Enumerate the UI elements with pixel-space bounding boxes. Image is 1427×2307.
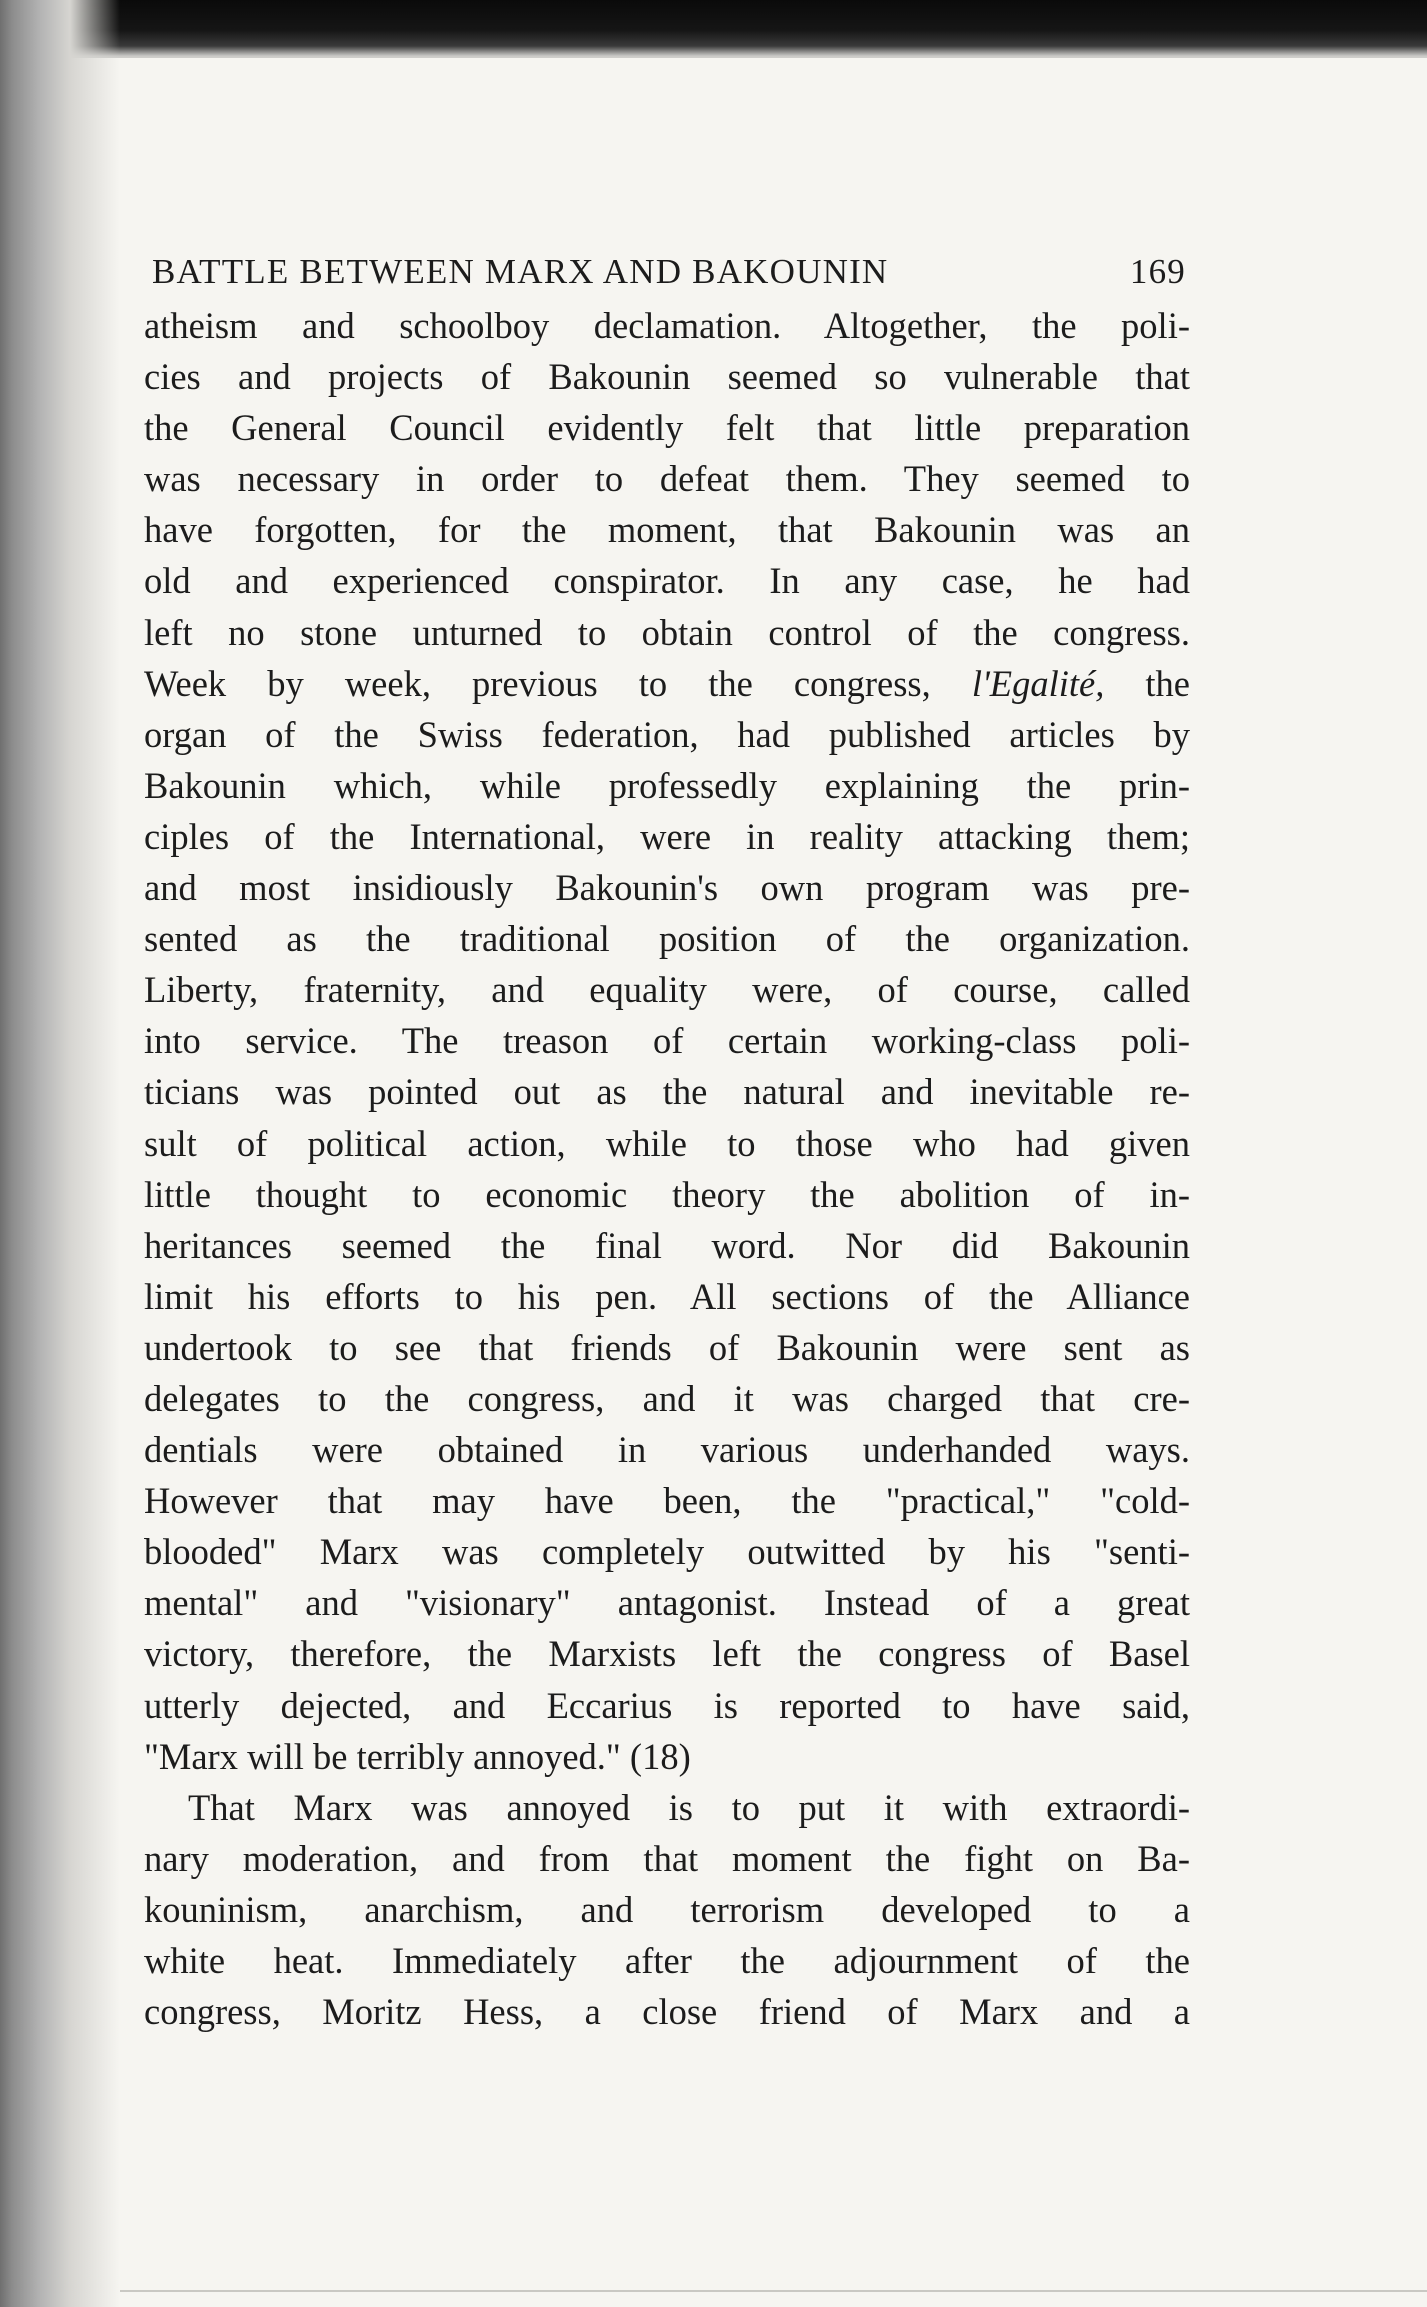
text-line: Liberty, fraternity, and equality were, of course, called	[144, 969, 1190, 1011]
text-line: atheism and schoolboy declamation. Altogether, the poli-	[144, 305, 1190, 346]
text-line: organ of the Swiss federation, had published articles by	[144, 713, 1190, 755]
text-line: left no stone unturned to obtain control of the congress.	[144, 611, 1190, 653]
text-line: limit his efforts to his pen. All sections of the Alliance	[144, 1275, 1190, 1317]
text-line: have forgotten, for the moment, that Bakounin was an	[144, 509, 1190, 551]
text-line: dentials were obtained in various underhanded ways.	[144, 1429, 1190, 1471]
text-line: old and experienced conspirator. In any case, he had	[144, 560, 1190, 602]
running-head	[144, 246, 1190, 298]
text-line: "Marx will be terribly annoyed." (18)	[144, 1735, 691, 1777]
text-line: was necessary in order to defeat them. They seemed to	[144, 458, 1190, 500]
text-line: However that may have been, the "practical," "cold-	[144, 1480, 1190, 1522]
text-line: blooded" Marx was completely outwitted by his "senti-	[144, 1531, 1190, 1573]
text-line: cies and projects of Bakounin seemed so vulnerable that	[144, 356, 1190, 398]
text-line: kouninism, anarchism, and terrorism developed to a	[144, 1888, 1190, 1930]
italic-title-egalite: l'Egalité,	[971, 662, 1105, 704]
running-head-title: BATTLE BETWEEN MARX AND BAKOUNIN	[152, 252, 889, 291]
text-line: little thought to economic theory the abolition of in-	[144, 1173, 1190, 1215]
text-line: victory, therefore, the Marxists left the congress of Basel	[144, 1633, 1190, 1675]
page-bottom-edge	[120, 2290, 1427, 2292]
text-line: ciples of the International, were in reality attacking them;	[144, 815, 1190, 857]
page-text-block	[144, 246, 1190, 2037]
paragraph-2	[144, 1782, 1190, 2037]
text-line: and most insidiously Bakounin's own program was pre-	[144, 867, 1190, 909]
text-line: white heat. Immediately after the adjournment of the	[144, 1940, 1190, 1981]
text-line: ticians was pointed out as the natural and inevitable re-	[144, 1071, 1190, 1113]
text-line: undertook to see that friends of Bakounin were sent as	[144, 1326, 1190, 1368]
text-line: sented as the traditional position of the organization.	[144, 918, 1190, 960]
text-line	[144, 658, 1190, 709]
text-line: into service. The treason of certain working-class poli-	[144, 1020, 1190, 1062]
text-line: the General Council evidently felt that little preparation	[144, 407, 1190, 449]
text-line: congress, Moritz Hess, a close friend of Marx and a	[144, 1991, 1190, 2033]
text-line: utterly dejected, and Eccarius is reported to have said,	[144, 1684, 1190, 1726]
paragraph-1	[144, 300, 1190, 1782]
scan-top-edge	[0, 0, 1427, 58]
page-number: 169	[1129, 252, 1186, 291]
text-line: delegates to the congress, and it was charged that cre-	[144, 1377, 1190, 1419]
text-line: mental" and "visionary" antagonist. Instead of a great	[144, 1582, 1190, 1624]
scan-gutter-shadow	[0, 0, 120, 2307]
text-line: Bakounin which, while professedly explaining the prin-	[144, 764, 1190, 806]
text-line: nary moderation, and from that moment the fight on Ba-	[144, 1837, 1190, 1879]
text-line: sult of political action, while to those who had given	[144, 1122, 1190, 1164]
text-line: That Marx was annoyed is to put it with extraordi-	[188, 1786, 1190, 1828]
text-line: heritances seemed the final word. Nor did Bakounin	[144, 1224, 1190, 1266]
text-segment: the	[1104, 662, 1190, 704]
text-segment: Week by week, previous to the congress,	[144, 662, 972, 704]
